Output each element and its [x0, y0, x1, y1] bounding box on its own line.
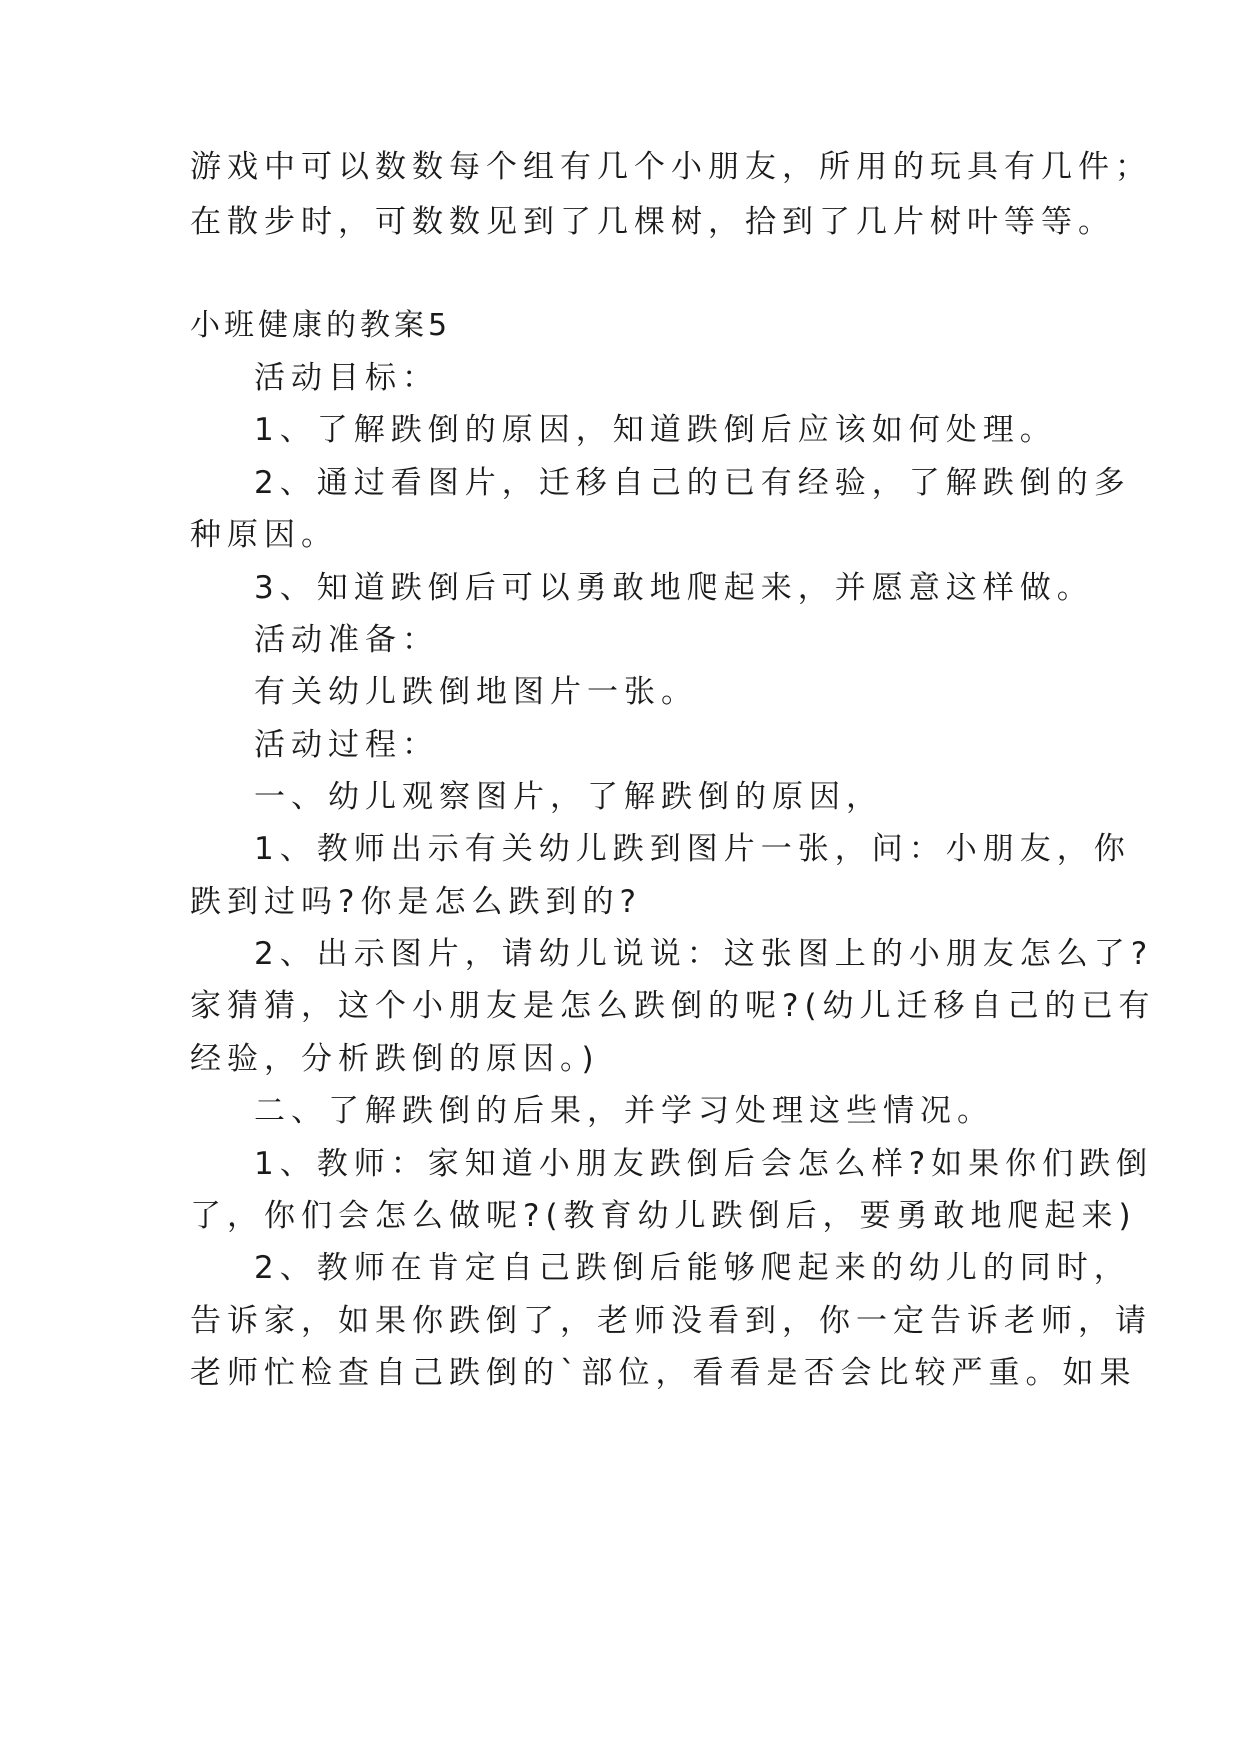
section-title: 小班健康的教案5 — [190, 308, 452, 343]
section-heading: 活动过程： — [254, 727, 439, 763]
paragraph-line: 告诉家，如果你跌倒了，老师没看到，你一定告诉老师，请 — [190, 1303, 1152, 1339]
paragraph-line: 二、了解跌倒的后果，并学习处理这些情况。 — [254, 1093, 994, 1129]
paragraph-line: 2、通过看图片，迁移自己的已有经验，了解跌倒的多 — [254, 465, 1131, 501]
paragraph-line: 老师忙检查自己跌倒的`部位，看看是否会比较严重。如果 — [190, 1355, 1137, 1391]
paragraph-line: 1、了解跌倒的原因，知道跌倒后应该如何处理。 — [254, 412, 1057, 448]
paragraph-line: 经验，分析跌倒的原因。) — [190, 1041, 600, 1077]
paragraph-line: 在散步时，可数数见到了几棵树，拾到了几片树叶等等。 — [190, 204, 1115, 240]
paragraph-line: 2、出示图片，请幼儿说说：这张图上的小朋友怎么了? — [254, 936, 1154, 972]
paragraph-line: 种原因。 — [190, 517, 338, 553]
paragraph-line: 1、教师：家知道小朋友跌倒后会怎么样?如果你们跌倒 — [254, 1146, 1154, 1182]
paragraph-line: 1、教师出示有关幼儿跌到图片一张，问：小朋友，你 — [254, 831, 1131, 867]
paragraph-line: 一、幼儿观察图片，了解跌倒的原因， — [254, 779, 883, 815]
paragraph-line: 有关幼儿跌倒地图片一张。 — [254, 674, 698, 710]
paragraph-line: 游戏中可以数数每个组有几个小朋友，所用的玩具有几件； — [190, 149, 1152, 185]
paragraph-line: 3、知道跌倒后可以勇敢地爬起来，并愿意这样做。 — [254, 570, 1094, 606]
section-heading: 活动目标： — [254, 360, 439, 396]
paragraph-line: 跌到过吗?你是怎么跌到的? — [190, 884, 642, 920]
paragraph-line: 2、教师在肯定自己跌倒后能够爬起来的幼儿的同时， — [254, 1250, 1131, 1286]
paragraph-line: 家猜猜，这个小朋友是怎么跌倒的呢?(幼儿迁移自己的已有 — [190, 988, 1156, 1024]
section-heading: 活动准备： — [254, 622, 439, 658]
paragraph-line: 了，你们会怎么做呢?(教育幼儿跌倒后，要勇敢地爬起来) — [190, 1198, 1137, 1234]
